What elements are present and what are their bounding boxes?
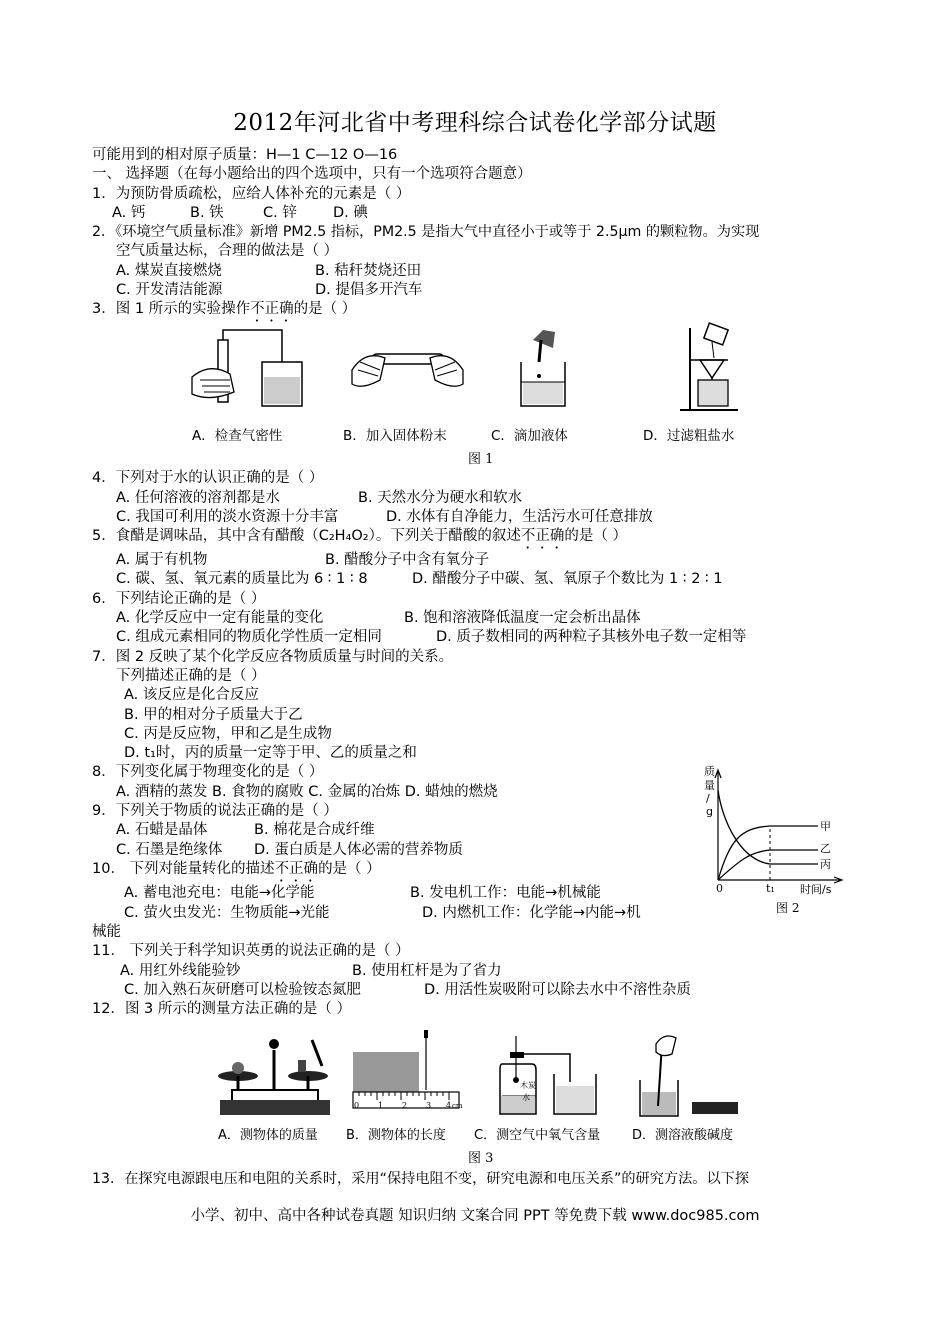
oxygen-label-carbon: 木炭 — [520, 1081, 536, 1090]
q4-stem: 4．下列对于水的认识正确的是（ ） — [92, 470, 324, 486]
q7-option-c: C. 丙是反应物，甲和乙是生成物 — [124, 726, 332, 742]
q12-option-c: C．测空气中氧气含量 — [474, 1128, 601, 1143]
q10-option-c: C. 萤火虫发光：生物质能→光能 — [124, 905, 330, 921]
figure1-caption: 图 1 — [468, 452, 494, 467]
q11-option-a: A. 用红外线能验钞 — [120, 963, 241, 979]
q1-option-b: B. 铁 — [190, 205, 224, 221]
q10-option-d: D. 内燃机工作：化学能→内能→机 — [422, 905, 641, 921]
q3-option-c: C．滴加液体 — [491, 428, 568, 444]
page-title: 2012年河北省中考理科综合试卷化学部分试题 — [233, 110, 717, 136]
q10-stem-post: 的是（ ） — [318, 861, 381, 877]
fig2-ylabel-2: 量 — [704, 779, 715, 792]
q12-option-b: B．测物体的长度 — [346, 1128, 446, 1143]
q10-option-a: A. 蓄电池充电：电能→化学能 — [124, 885, 315, 901]
fig3-oxygen-drawing — [492, 1030, 602, 1118]
q9-option-b: B. 棉花是合成纤维 — [254, 822, 375, 838]
ruler-unit: cm — [452, 1102, 463, 1110]
q6-option-b: B. 饱和溶液降低温度一定会析出晶体 — [404, 610, 641, 626]
fig2-ylabel-3: / — [706, 792, 710, 805]
q3-stem-pre: 3．图 1 所示的实验操作 — [92, 301, 251, 317]
fig1-filter-drawing — [676, 320, 756, 415]
q3-option-a: A．检查气密性 — [192, 428, 283, 444]
q5-option-a: A. 属于有机物 — [116, 552, 208, 568]
q9-option-d: D. 蛋白质是人体必需的营养物质 — [254, 842, 463, 858]
q12-option-d: D．测溶液酸碱度 — [632, 1128, 734, 1143]
q9-stem: 9．下列关于物质的说法正确的是（ ） — [92, 803, 338, 819]
q3-option-b: B．加入固体粉末 — [343, 428, 447, 444]
q3-stem-post: 的是（ ） — [293, 301, 357, 317]
q11-option-b: B. 使用杠杆是为了省力 — [352, 963, 502, 979]
q7-option-b: B. 甲的相对分子质量大于乙 — [124, 707, 303, 723]
fig1-drop-liquid-drawing — [515, 322, 585, 410]
q10-stem-pre: 10． 下列对能量转化的描述 — [92, 861, 275, 877]
q5-stem-emphasis: 不正确 — [520, 528, 565, 544]
q2-option-a: A. 煤炭直接燃烧 — [116, 263, 222, 279]
fig2-xlabel: 时间/s — [800, 883, 832, 896]
q5-option-d: D. 醋酸分子中碳、氢、氧原子个数比为 1 ∶ 2 ∶ 1 — [412, 571, 723, 587]
q5-stem-pre: 5．食醋是调味品，其中含有醋酸（C₂H₄O₂）。下列关于醋酸的叙述 — [92, 528, 521, 544]
ruler-num-0: 0 — [354, 1101, 360, 1110]
q4-option-c: C. 我国可利用的淡水资源十分丰富 — [116, 509, 339, 525]
fig2-caption: 图 2 — [776, 901, 800, 915]
oxygen-label-water: 水 — [522, 1093, 530, 1102]
q11-option-d: D. 用活性炭吸附可以除去水中不溶性杂质 — [424, 982, 691, 998]
fig2-label-jia: 甲 — [820, 820, 831, 833]
q3-option-d: D．过滤粗盐水 — [643, 428, 735, 444]
q10-option-d-wrap: 械能 — [92, 924, 121, 940]
q6-option-c: C. 组成元素相同的物质化学性质一定相同 — [116, 629, 382, 645]
q5-option-c: C. 碳、氢、氧元素的质量比为 6 ∶ 1 ∶ 8 — [116, 571, 368, 587]
ruler-num-4: 4 — [446, 1101, 452, 1110]
fig2-series-yi — [718, 850, 818, 880]
fig2-label-yi: 乙 — [820, 842, 831, 855]
q7-stem-line1: 7．图 2 反映了某个化学反应各物质质量与时间的关系。 — [92, 649, 454, 665]
fig2-t1-label: t₁ — [766, 882, 775, 895]
q5-stem-post: 的是（ ） — [564, 528, 627, 544]
q10-stem — [92, 860, 381, 885]
figure2-chart — [700, 760, 850, 920]
q8-stem: 8．下列变化属于物理变化的是（ ） — [92, 764, 324, 780]
q2-stem-line2: 空气质量达标，合理的做法是（ ） — [116, 243, 339, 259]
fig3-balance-drawing — [212, 1030, 337, 1118]
q5-stem — [92, 527, 627, 552]
q6-stem: 6．下列结论正确的是（ ） — [92, 591, 266, 607]
q6-option-d: D. 质子数相同的两种粒子其核外电子数一定相等 — [436, 629, 747, 645]
q7-stem-line2: 下列描述正确的是（ ） — [116, 668, 266, 684]
fig2-ylabel-4: g — [706, 805, 713, 818]
q5-option-b: B. 醋酸分子中含有氧分子 — [325, 552, 490, 568]
q10-option-b: B. 发电机工作：电能→机械能 — [410, 885, 601, 901]
q13-stem: 13．在探究电源跟电压和电阻的关系时，采用“保持电阻不变，研究电源和电压关系”的研究方法。以下探 — [92, 1171, 750, 1187]
q4-option-b: B. 天然水分为硬水和软水 — [358, 490, 523, 506]
q8-options: A. 酒精的蒸发 B. 食物的腐败 C. 金属的冶炼 D. 蜡烛的燃烧 — [116, 784, 498, 800]
atomic-mass-line: 可能用到的相对原子质量：H—1 C—12 O—16 — [92, 147, 398, 163]
q10-stem-emphasis: 不正确 — [274, 861, 319, 877]
q2-stem-line1: 2．《环境空气质量标准》新增 PM2.5 指标，PM2.5 是指大气中直径小于或等于 2.5μm 的颗粒物。为实现 — [92, 224, 760, 240]
fig2-series-bing — [718, 790, 818, 864]
q1-option-a: A. 钙 — [112, 205, 146, 221]
q2-option-c: C. 开发清洁能源 — [116, 282, 223, 298]
q2-option-b: B. 秸秆焚烧还田 — [315, 263, 422, 279]
section-heading: 一、 选择题（在每小题给出的四个选项中，只有一个选项符合题意） — [92, 166, 532, 182]
fig2-ylabel-1: 质 — [704, 765, 715, 778]
q1-option-c: C. 锌 — [263, 205, 297, 221]
fig1-add-powder-drawing — [350, 340, 465, 402]
q1-stem: 1．为预防骨质疏松，应给人体补充的元素是（ ） — [92, 186, 411, 202]
q11-stem: 11． 下列关于科学知识英勇的说法正确的是（ ） — [92, 943, 410, 959]
page-footer: 小学、初中、高中各种试卷真题 知识归纳 文案合同 PPT 等免费下载 www.doc985.com — [190, 1208, 760, 1224]
ruler-num-2: 2 — [402, 1101, 408, 1110]
q1-option-d: D. 碘 — [333, 205, 368, 221]
fig3-ph-drawing — [636, 1030, 746, 1118]
figure3-caption: 图 3 — [468, 1151, 494, 1166]
fig2-label-bing: 丙 — [820, 858, 831, 871]
fig2-origin: 0 — [716, 882, 723, 895]
q4-option-d: D. 水体有自净能力，生活污水可任意排放 — [386, 509, 653, 525]
q3-stem-emphasis: 不正确 — [250, 301, 294, 317]
q12-stem: 12．图 3 所示的测量方法正确的是（ ） — [92, 1001, 352, 1017]
q7-option-d: D. t₁时，丙的质量一定等于甲、乙的质量之和 — [124, 745, 417, 761]
q11-option-c: C. 加入熟石灰研磨可以检验铵态氮肥 — [124, 982, 361, 998]
q6-option-a: A. 化学反应中一定有能量的变化 — [116, 610, 324, 626]
ruler-num-3: 3 — [426, 1101, 432, 1110]
q12-option-a: A．测物体的质量 — [218, 1128, 318, 1143]
ruler-num-1: 1 — [378, 1101, 384, 1110]
q2-option-d: D. 提倡多开汽车 — [315, 282, 423, 298]
q4-option-a: A. 任何溶液的溶剂都是水 — [116, 490, 280, 506]
fig3-ruler-drawing — [350, 1030, 462, 1118]
q9-option-c: C. 石墨是绝缘体 — [116, 842, 223, 858]
q7-option-a: A. 该反应是化合反应 — [124, 687, 259, 703]
q9-option-a: A. 石蜡是晶体 — [116, 822, 208, 838]
fig1-airtightness-drawing — [190, 322, 310, 412]
